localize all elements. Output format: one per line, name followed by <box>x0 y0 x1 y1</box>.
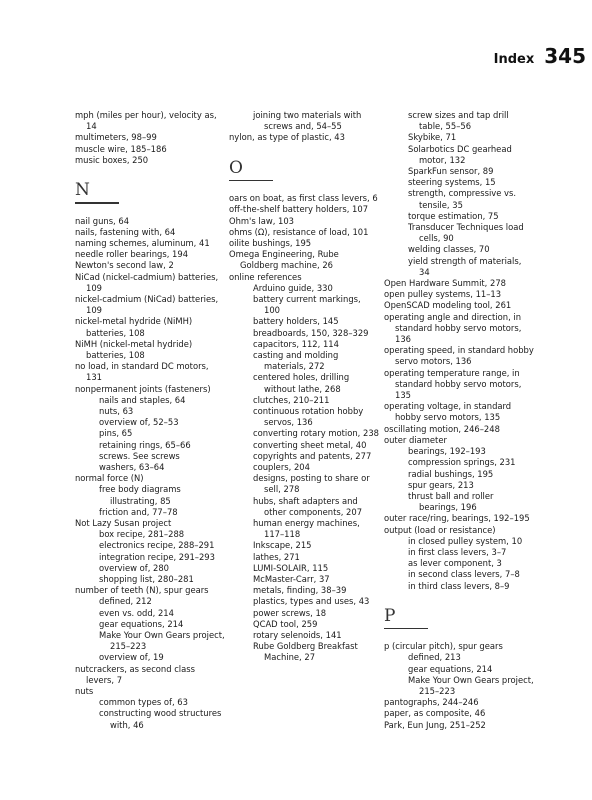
index-column-3 <box>384 110 534 731</box>
index-subentry: gear equations, 214 <box>408 663 493 674</box>
index-entry: no load, in standard DC motors, 131 <box>75 361 209 383</box>
index-subentry: pins, 65 <box>99 428 133 439</box>
index-entry: nylon, as type of plastic, 43 <box>229 132 345 143</box>
index-entry: Ohm's law, 103 <box>229 215 295 226</box>
index-entry: operating angle and direction, in standard hobby servo motors, 136 <box>384 311 522 345</box>
index-subentry: even vs. odd, 214 <box>99 607 174 618</box>
index-entry: naming schemes, aluminum, 41 <box>75 237 210 248</box>
index-entry: muscle wire, 185–186 <box>75 143 167 154</box>
index-entry: operating voltage, in standard hobby servo motors, 135 <box>384 401 512 423</box>
index-subentry: copyrights and patents, 277 <box>253 450 372 461</box>
index-subentry: thrust ball and roller bearings, 196 <box>408 490 494 513</box>
index-subentry: nails and staples, 64 <box>99 394 186 405</box>
index-subentry: defined, 212 <box>99 596 152 607</box>
index-subentry: bearings, 192–193 <box>408 446 486 457</box>
index-subentry: casting and molding materials, 272 <box>253 349 339 372</box>
page-header <box>494 44 586 68</box>
index-subentry: welding classes, 70 <box>408 244 490 255</box>
index-entry: ohms (Ω), resistance of load, 101 <box>229 226 369 237</box>
index-subentry: human energy machines, 117–118 <box>253 518 360 540</box>
index-subentry: battery holders, 145 <box>253 316 339 327</box>
index-subentry: overview of, 19 <box>99 652 164 663</box>
index-subentry: in third class levers, 8–9 <box>408 580 510 591</box>
index-entry: nuts <box>75 686 94 697</box>
index-subentry: overview of, 280 <box>99 562 170 573</box>
index-subentry: joining two materials with screws and, 54–55 <box>253 110 362 132</box>
index-entry: paper, as composite, 46 <box>384 708 486 719</box>
index-subentry: Make Your Own Gears project, 215–223 <box>408 674 534 697</box>
index-entry: OpenSCAD modeling tool, 261 <box>384 300 512 311</box>
index-subentry: in closed pulley system, 10 <box>408 535 523 546</box>
index-subentry: designs, posting to share or sell, 278 <box>253 473 370 495</box>
index-entry: online references <box>229 271 302 282</box>
index-subentry: Solarbotics DC gearhead motor, 132 <box>408 143 512 165</box>
index-subentry: screw sizes and tap drill table, 55–56 <box>408 110 509 132</box>
index-entry: Park, Eun Jung, 251–252 <box>384 719 486 730</box>
index-subentry: steering systems, 15 <box>408 177 496 188</box>
index-subentry: plastics, types and uses, 43 <box>253 596 370 607</box>
index-subentry: Make Your Own Gears project, 215–223 <box>99 630 225 652</box>
index-subentry: friction and, 77–78 <box>99 506 178 517</box>
section-rule <box>384 628 428 630</box>
index-entry: Newton's second law, 2 <box>75 260 174 271</box>
index-subentry: radial bushings, 195 <box>408 468 494 479</box>
index-entry: pantographs, 244–246 <box>384 697 479 708</box>
index-subentry: Skybike, 71 <box>408 132 457 143</box>
page-number: 345 <box>544 44 586 68</box>
index-subentry: LUMI-SOLAIR, 115 <box>253 562 329 573</box>
index-subentry: compression springs, 231 <box>408 457 516 468</box>
index-subentry: washers, 63–64 <box>99 461 165 472</box>
index-entry: needle roller bearings, 194 <box>75 249 189 260</box>
header-label: Index <box>493 52 535 67</box>
index-entry: operating temperature range, in standard hobby servo motors, 135 <box>384 367 522 401</box>
index-subentry: capacitors, 112, 114 <box>253 338 339 349</box>
section-rule <box>229 180 273 182</box>
index-subentry: as lever component, 3 <box>408 558 502 569</box>
index-subentry: SparkFun sensor, 89 <box>408 166 494 177</box>
index-entry: nail guns, 64 <box>75 215 130 226</box>
index-subentry: converting sheet metal, 40 <box>253 439 367 450</box>
index-subentry: Inkscape, 215 <box>253 540 312 551</box>
index-entry: open pulley systems, 11–13 <box>384 289 502 300</box>
index-subentry: Rube Goldberg Breakfast Machine, 27 <box>253 641 358 663</box>
index-entry: Open Hardware Summit, 278 <box>384 278 506 289</box>
index-entry: nickel-cadmium (NiCad) batteries, 109 <box>75 293 219 316</box>
index-subentry: common types of, 63 <box>99 697 188 708</box>
index-entry: mph (miles per hour), velocity as, 14 <box>75 110 217 132</box>
index-subentry: converting rotary motion, 238 <box>253 428 379 439</box>
index-subentry: in first class levers, 3–7 <box>408 546 507 557</box>
index-subentry: shopping list, 280–281 <box>99 574 194 585</box>
index-subentry: defined, 213 <box>408 652 461 663</box>
index-entry: oars on boat, as first class levers, 6 <box>229 193 378 204</box>
index-subentry: screws. See screws <box>99 450 180 461</box>
index-entry: NiMH (nickel-metal hydride) batteries, 108 <box>75 338 193 360</box>
index-entry: oilite bushings, 195 <box>229 237 312 248</box>
section-heading <box>229 158 379 182</box>
index-entry: nails, fastening with, 64 <box>75 226 176 237</box>
index-subentry: continuous rotation hobby servos, 136 <box>253 405 364 428</box>
index-subentry: overview of, 52–53 <box>99 417 179 428</box>
index-subentry: free body diagrams illustrating, 85 <box>99 484 181 506</box>
index-entry: Omega Engineering, Rube Goldberg machine, 26 <box>229 249 339 271</box>
index-entry: multimeters, 98–99 <box>75 132 157 143</box>
index-subentry: centered holes, drilling without lathe, 268 <box>253 372 350 394</box>
index-entry: Not Lazy Susan project <box>75 518 172 528</box>
index-subentry: lathes, 271 <box>253 551 300 562</box>
index-subentry: couplers, 204 <box>253 461 310 472</box>
index-entry: outer diameter <box>384 434 447 445</box>
index-subentry: yield strength of materials, 34 <box>408 255 522 277</box>
index-subentry: clutches, 210–211 <box>253 394 330 405</box>
index-subentry: metals, finding, 38–39 <box>253 585 347 596</box>
index-entry: NiCad (nickel-cadmium) batteries, 109 <box>75 271 219 293</box>
index-subentry: Arduino guide, 330 <box>253 282 333 293</box>
index-subentry: power screws, 18 <box>253 607 327 618</box>
index-subentry: strength, compressive vs. tensile, 35 <box>408 188 517 210</box>
index-entry: off-the-shelf battery holders, 107 <box>229 204 369 215</box>
index-subentry: gear equations, 214 <box>99 618 184 629</box>
index-entry: normal force (N) <box>75 473 144 484</box>
index-entry: output (load or resistance) <box>384 524 496 535</box>
section-heading <box>75 180 225 204</box>
index-subentry: integration recipe, 291–293 <box>99 551 215 562</box>
index-subentry: Transducer Techniques load cells, 90 <box>408 222 524 244</box>
index-subentry: in second class levers, 7–8 <box>408 569 520 580</box>
index-entry: number of teeth (N), spur gears <box>75 585 209 596</box>
index-subentry: torque estimation, 75 <box>408 210 499 221</box>
index-entry: nutcrackers, as second class levers, 7 <box>75 663 195 685</box>
index-subentry: battery current markings, 100 <box>253 293 361 316</box>
index-subentry: rotary selenoids, 141 <box>253 630 342 641</box>
section-rule <box>75 202 119 204</box>
index-entry: outer race/ring, bearings, 192–195 <box>384 513 530 524</box>
index-entry: oscillating motion, 246–248 <box>384 423 500 434</box>
section-letter: P <box>384 605 396 626</box>
index-subentry: breadboards, 150, 328–329 <box>253 327 369 338</box>
index-entry: nonpermanent joints (fasteners) <box>75 383 211 394</box>
index-subentry: spur gears, 213 <box>408 479 474 490</box>
index-subentry: box recipe, 281–288 <box>99 529 185 540</box>
index-entry: operating speed, in standard hobby servo motors, 136 <box>384 345 534 367</box>
index-subentry: QCAD tool, 259 <box>253 618 318 629</box>
index-subentry: retaining rings, 65–66 <box>99 439 191 450</box>
index-entry: music boxes, 250 <box>75 154 149 165</box>
index-subentry: McMaster-Carr, 37 <box>253 574 330 585</box>
section-letter: O <box>229 157 243 178</box>
index-subentry: nuts, 63 <box>99 405 134 416</box>
index-entry: nickel-metal hydride (NiMH) batteries, 108 <box>75 316 193 338</box>
section-letter: N <box>75 180 90 201</box>
index-subentry: electronics recipe, 288–291 <box>99 540 215 551</box>
section-heading <box>384 606 534 630</box>
index-subentry: constructing wood structures with, 46 <box>99 708 222 730</box>
index-column-1 <box>75 110 225 731</box>
index-subentry: hubs, shaft adapters and other components, 207 <box>253 495 363 517</box>
index-column-2 <box>229 110 379 664</box>
index-entry: p (circular pitch), spur gears <box>384 641 503 652</box>
